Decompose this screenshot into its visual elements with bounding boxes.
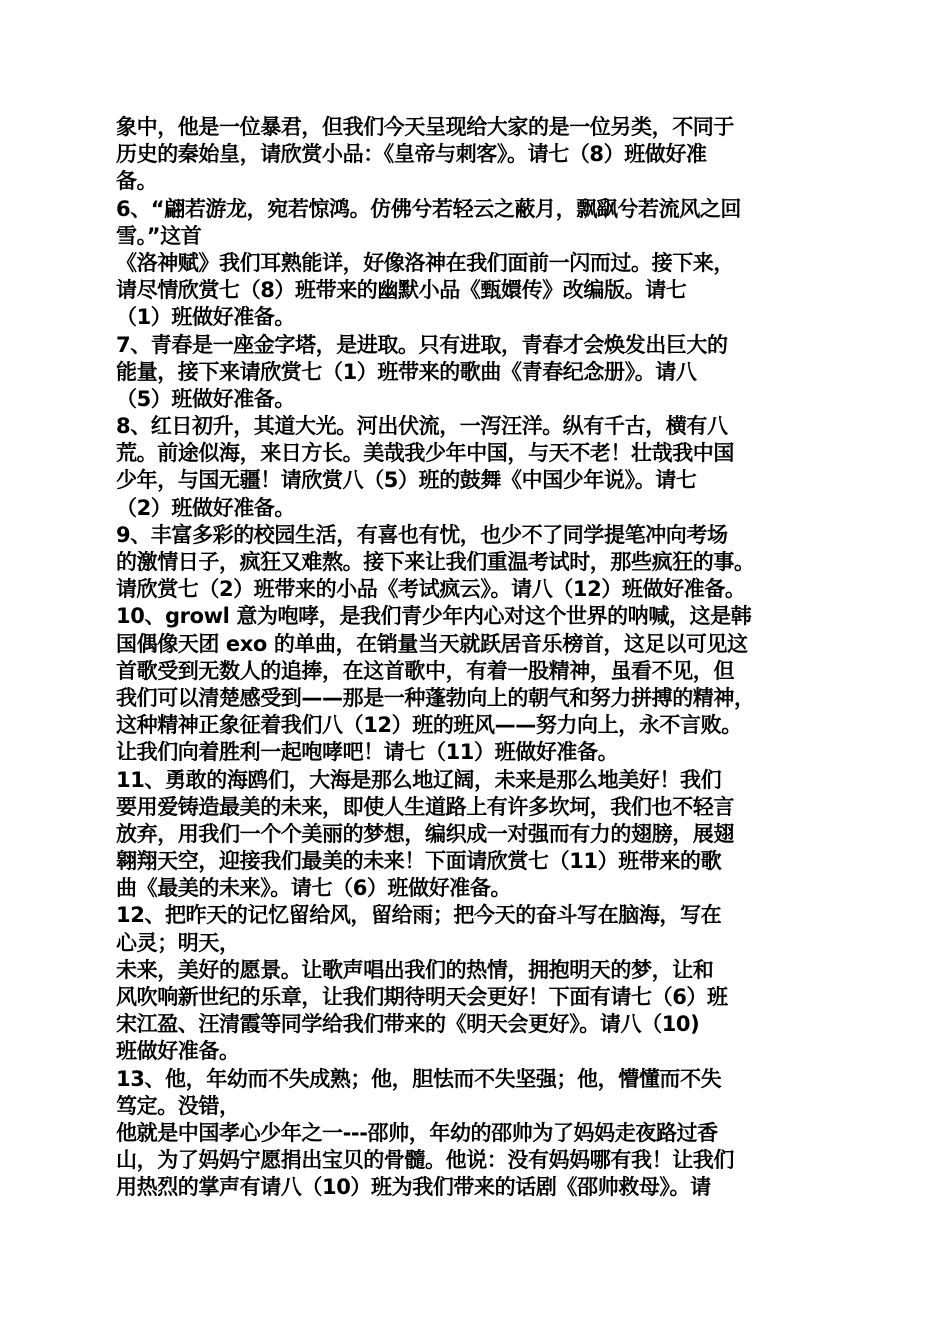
text-line: 要用爱铸造最美的未来，即使人生道路上有许多坎坷，我们也不轻言 <box>116 794 734 819</box>
text-line: 这种精神正象征着我们八（12）班的班风——努力向上，永不言败。 <box>116 713 742 738</box>
text-line: （2）班做好准备。 <box>116 495 296 520</box>
text-line: 9、丰富多彩的校园生活，有喜也有忧，也少不了同学提笔冲向考场 <box>116 522 728 547</box>
text-line: 请欣赏七（2）班带来的小品《考试疯云》。请八（12）班做好准备。 <box>116 577 746 602</box>
text-line: 6、“翩若游龙，宛若惊鸿。仿佛兮若轻云之蔽月，飘飖兮若流风之回 <box>116 196 742 221</box>
text-line: 的激情日子，疯狂又难熬。接下来让我们重温考试时，那些疯狂的事。 <box>116 550 755 574</box>
text-line: 首歌受到无数人的追捧，在这首歌中，有着一股精神，虽看不见，但 <box>116 658 734 683</box>
text-line: 班做好准备。 <box>116 1039 240 1064</box>
text-line: 荒。前途似海，来日方长。美哉我少年中国，与天不老！壮哉我中国 <box>116 441 734 466</box>
text-line: 备。 <box>116 169 158 194</box>
text-line: 少年，与国无疆！请欣赏八（5）班的鼓舞《中国少年说》。请七 <box>116 468 697 493</box>
text-line: 放弃，用我们一个个美丽的梦想，编织成一对强而有力的翅膀，展翅 <box>116 821 734 846</box>
text-line: 国偶像天团 exo 的单曲，在销量当天就跃居音乐榜首，这足以可见这 <box>116 631 748 656</box>
text-line: 象中，他是一位暴君，但我们今天呈现给大家的是一位另类，不同于 <box>116 115 734 139</box>
document-body <box>116 114 846 1202</box>
text-line: 宋江盈、汪清霞等同学给我们带来的《明天会更好》。请八（10) <box>116 1012 700 1037</box>
text-line: 山，为了妈妈宁愿捐出宝贝的骨髓。他说：没有妈妈哪有我！让我们 <box>116 1148 734 1173</box>
text-line: 请尽情欣赏七（8）班带来的幽默小品《甄嬛传》改编版。请七 <box>116 278 687 303</box>
text-line: 能量，接下来请欣赏七（1）班带来的歌曲《青春纪念册》。请八 <box>116 359 697 384</box>
text-line: （1）班做好准备。 <box>116 305 296 330</box>
text-line: 历史的秦始皇，请欣赏小品：《皇帝与刺客》。请七（8）班做好准 <box>116 142 707 167</box>
text-line: 让我们向着胜利一起咆哮吧！请七（11）班做好准备。 <box>116 740 619 765</box>
text-line: 我们可以清楚感受到——那是一种蓬勃向上的朝气和努力拼搏的精神， <box>116 685 755 710</box>
text-line: 11、勇敢的海鸥们，大海是那么地辽阔，未来是那么地美好！我们 <box>116 767 722 792</box>
text-line: 雪。”这首 <box>116 223 202 248</box>
text-line: 曲《最美的未来》。请七（6）班做好准备。 <box>116 876 512 901</box>
text-line: 笃定。没错， <box>116 1093 240 1118</box>
text-line: 未来，美好的愿景。让歌声唱出我们的热情，拥抱明天的梦，让和 <box>116 957 714 982</box>
text-line: 他就是中国孝心少年之一---邵帅，年幼的邵帅为了妈妈走夜路过香 <box>116 1120 718 1145</box>
text-line: 13、他，年幼而不失成熟；他，胆怯而不失坚强；他，懵懂而不失 <box>116 1066 722 1091</box>
text-line: 心灵；明天， <box>116 930 240 955</box>
text-line: （5）班做好准备。 <box>116 386 296 411</box>
text-line: 用热烈的掌声有请八（10）班为我们带来的话剧《邵帅救母》。请 <box>116 1175 711 1200</box>
text-line: 风吹响新世纪的乐章，让我们期待明天会更好！下面有请七（6）班 <box>116 985 728 1009</box>
text-line: 7、青春是一座金字塔，是进取。只有进取，青春才会焕发出巨大的 <box>116 332 728 357</box>
text-line: 《洛神赋》我们耳熟能详，好像洛神在我们面前一闪而过。接下来， <box>116 250 734 275</box>
text-line: 翱翔天空，迎接我们最美的未来！下面请欣赏七（11）班带来的歌 <box>116 849 722 874</box>
text-line: 10、growl 意为咆哮，是我们青少年内心对这个世界的呐喊，这是韩 <box>116 604 752 629</box>
text-line: 12、把昨天的记忆留给风，留给雨；把今天的奋斗写在脑海，写在 <box>116 903 722 928</box>
text-line: 8、红日初升，其道大光。河出伏流，一泻汪洋。纵有千古，横有八 <box>116 414 728 439</box>
